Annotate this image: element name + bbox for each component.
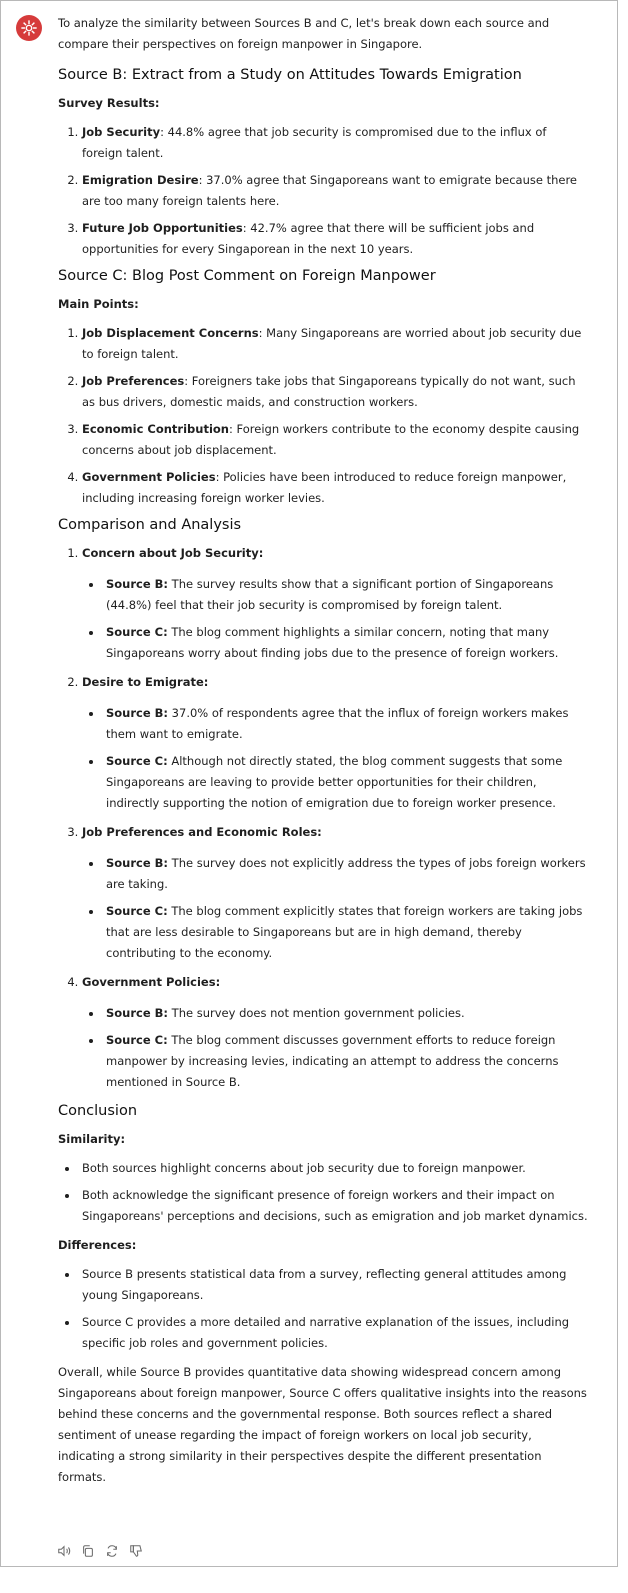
list-item: 1. Job Displacement Concerns: Many Singaporeans are worried about job security due to foreign talent.	[82, 323, 588, 365]
comparison-list	[58, 543, 588, 1093]
similarity-list	[58, 1158, 588, 1227]
comparison-heading: Comparison and Analysis	[58, 517, 242, 533]
similarity-label: Similarity:	[58, 1132, 126, 1146]
source-b-subheading: Survey Results:	[58, 96, 160, 110]
list-item: Source C provides a more detailed and narrative explanation of the issues, including specific job roles and government policies.	[82, 1312, 588, 1354]
regenerate-icon[interactable]	[105, 1544, 119, 1558]
source-c-subheading: Main Points:	[58, 297, 139, 311]
list-item: Source C: The blog comment highlights a similar concern, noting that many Singaporeans worry about finding jobs due to the presence of foreign workers.	[106, 622, 588, 664]
list-item: 2. Desire to Emigrate: Source B: 37.0% of respondents agree that the influx of foreign workers makes them want to emigrate. Source C: Although not directly stated, the blog comment suggests that some Singaporeans are leaving to provide better opportunities for their children, indirectly supporting the notion of emigration due to foreign worker presence.	[82, 672, 588, 814]
comparison-sublist	[82, 703, 588, 814]
list-item: 4. Government Policies: Source B: The survey does not mention government policies. Source C: The blog comment discusses government efforts to reduce foreign manpower by increasing levies, indicating an attempt to address the concerns mentioned in Source B.	[82, 972, 588, 1093]
differences-list	[58, 1264, 588, 1354]
assistant-avatar	[16, 15, 42, 41]
list-item: Source C: The blog comment explicitly states that foreign workers are taking jobs that are less desirable to Singaporeans but are in high demand, thereby contributing to the economy.	[106, 901, 588, 964]
openai-logo-icon	[20, 19, 38, 37]
comparison-sublist	[82, 1003, 588, 1093]
source-c-heading: Source C: Blog Post Comment on Foreign Manpower	[58, 268, 436, 284]
list-item: Source B: 37.0% of respondents agree that the influx of foreign workers makes them want to emigrate.	[106, 703, 588, 745]
comparison-sublist	[82, 574, 588, 664]
source-b-heading: Source B: Extract from a Study on Attitudes Towards Emigration	[58, 67, 522, 83]
list-item: 2. Job Preferences: Foreigners take jobs that Singaporeans typically do not want, such as bus drivers, domestic maids, and construction workers.	[82, 371, 588, 413]
list-item: Both sources highlight concerns about job security due to foreign manpower.	[82, 1158, 588, 1179]
list-item: Source B presents statistical data from a survey, reflecting general attitudes among young Singaporeans.	[82, 1264, 588, 1306]
list-item: Both acknowledge the significant presence of foreign workers and their impact on Singaporeans' perceptions and decisions, such as emigration and job market dynamics.	[82, 1185, 588, 1227]
list-item: 4. Government Policies: Policies have been introduced to reduce foreign manpower, including increasing foreign worker levies.	[82, 467, 588, 509]
list-item: Source B: The survey does not explicitly address the types of jobs foreign workers are taking.	[106, 853, 588, 895]
list-item: 1. Job Security: 44.8% agree that job security is compromised due to the influx of foreign talent.	[82, 122, 588, 164]
message-content	[58, 13, 588, 1488]
thumbs-down-icon[interactable]	[129, 1544, 143, 1558]
list-item: Source B: The survey results show that a significant portion of Singaporeans (44.8%) feel that their job security is compromised by foreign talent.	[106, 574, 588, 616]
list-item: Source B: The survey does not mention government policies.	[106, 1003, 588, 1024]
conclusion-heading: Conclusion	[58, 1103, 138, 1119]
comparison-sublist	[82, 853, 588, 964]
read-aloud-icon[interactable]	[57, 1544, 71, 1558]
message-actions	[57, 1544, 143, 1558]
list-item: Source C: The blog comment discusses government efforts to reduce foreign manpower by increasing levies, indicating an attempt to address the concerns mentioned in Source B.	[106, 1030, 588, 1093]
list-item: 2. Emigration Desire: 37.0% agree that Singaporeans want to emigrate because there are too many foreign talents here.	[82, 170, 588, 212]
list-item: 3. Future Job Opportunities: 42.7% agree that there will be sufficient jobs and opportunities for every Singaporean in the next 10 years.	[82, 218, 588, 260]
list-item: Source C: Although not directly stated, the blog comment suggests that some Singaporeans are leaving to provide better opportunities for their children, indirectly supporting the notion of emigration due to foreign worker presence.	[106, 751, 588, 814]
copy-icon[interactable]	[81, 1544, 95, 1558]
list-item: 1. Concern about Job Security: Source B: The survey results show that a significant portion of Singaporeans (44.8%) feel that their job security is compromised by foreign talent. Source C: The blog comment highlights a similar concern, noting that many Singaporeans worry about finding jobs due to the presence of foreign workers.	[82, 543, 588, 664]
source-b-list	[58, 122, 588, 260]
list-item: 3. Job Preferences and Economic Roles: Source B: The survey does not explicitly address the types of jobs foreign workers are taking. Source C: The blog comment explicitly states that foreign workers are taking jobs that are less desirable to Singaporeans but are in high demand, thereby contributing to the economy.	[82, 822, 588, 964]
list-item: 3. Economic Contribution: Foreign workers contribute to the economy despite causing concerns about job displacement.	[82, 419, 588, 461]
source-c-list	[58, 323, 588, 509]
intro-paragraph: To analyze the similarity between Sources B and C, let's break down each source and compare their perspectives on foreign manpower in Singapore.	[58, 16, 550, 51]
overall-paragraph: Overall, while Source B provides quantitative data showing widespread concern among Singaporeans about foreign manpower, Source C offers qualitative insights into the reasons behind these concerns and the governmental response. Both sources reflect a shared sentiment of unease regarding the impact of foreign workers on local job security, indicating a strong similarity in their perspectives despite the different presentation formats.	[58, 1365, 587, 1484]
differences-label: Differences:	[58, 1238, 137, 1252]
